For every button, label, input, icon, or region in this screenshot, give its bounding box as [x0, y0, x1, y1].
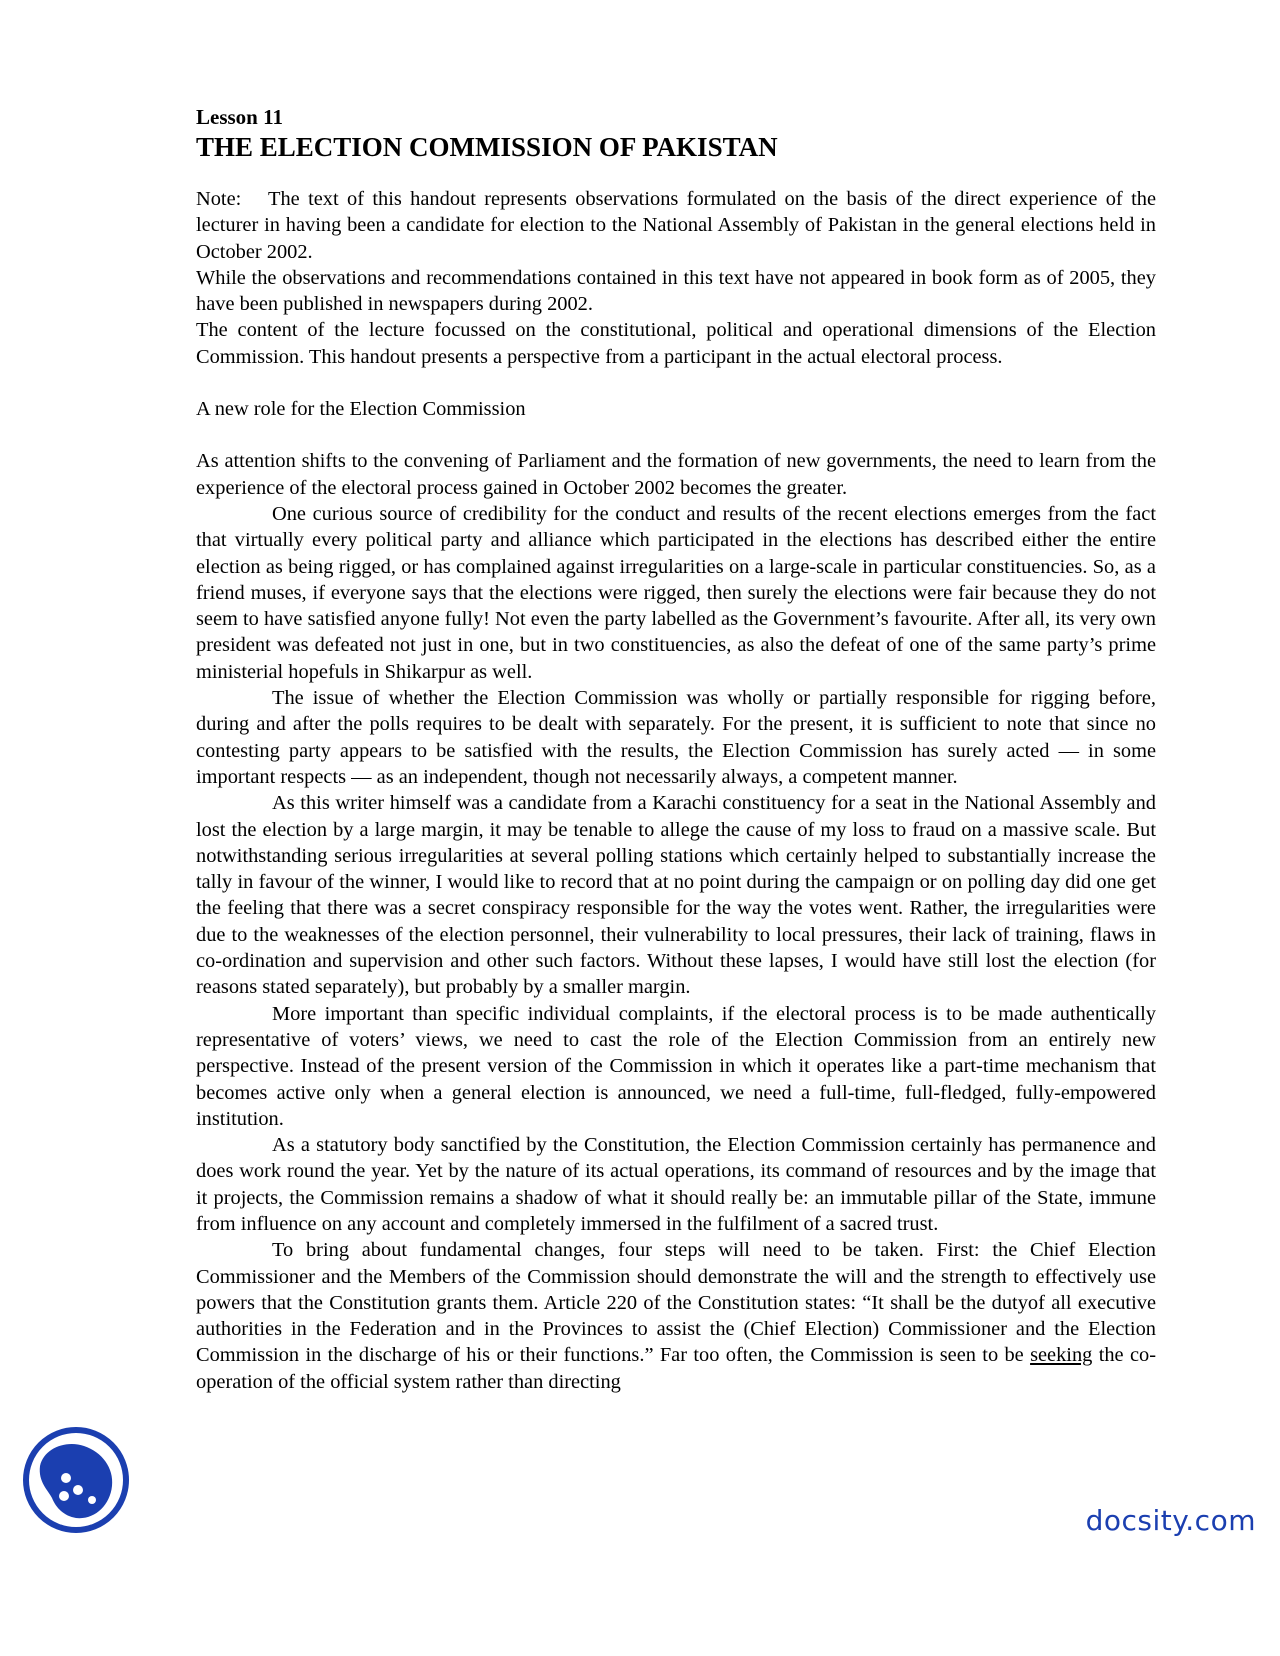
note-paragraph-2: While the observations and recommendations contained in this text have not appeared in book form as of 2005, they have been published in newspapers during 2002. [196, 266, 1156, 316]
body-paragraph-1: As attention shifts to the convening of Parliament and the formation of new governments, the need to learn from the experience of the electoral process gained in October 2002 becomes the greater. [196, 450, 1156, 499]
body-paragraph-4: As this writer himself was a candidate from a Karachi constituency for a seat in the National Assembly and lost the election by a large margin, it may be tenable to allege the cause of my loss to fraud on a massive scale. But notwithstanding serious irregularities at several polling stations which certainly helped to substantially increase the tally in favour of the winner, I would like to record that at no point during the campaign or on polling day did one get the feeling that there was a secret conspiracy responsible for the way the votes went. Rather, the irregularities were due to the weaknesses of the election personnel, their vulnerability to local pressures, their lack of training, flaws in co-ordination and supervision and other such factors. Without these lapses, I would have still lost the election (for reasons stated separately), but probably by a smaller margin. [196, 792, 1156, 999]
body-paragraph-7-start: To bring about fundamental changes, four steps will need to be taken. First: the Chief Election Commissioner and the Members of the Commission should demonstrate the will and the strength to effectively use powers that the Constitution grants them. Article 220 of the Constitution states: “It shall be the dutyof all executive authorities in the Federation and in the Provinces to assist the (Chief Election) Commissioner and the Election Commission in the discharge of his or their functions.” Far too often, the Commission is seen to be [196, 1239, 1156, 1367]
note-text-1: The text of this handout represents observations formulated on the basis of the direct experience of the lecturer in having been a candidate for election to the National Assembly of Pakistan in the general elections held in October 2002. [196, 188, 1156, 263]
note-label: Note: [196, 188, 242, 210]
body-paragraph-7 [196, 1237, 1156, 1395]
page-title: THE ELECTION COMMISSION OF PAKISTAN [196, 132, 778, 162]
body-paragraph-7-end: the co-operation of the official system rather than directing [196, 1344, 1156, 1393]
section-heading: A new role for the Election Commission [196, 398, 526, 421]
note-paragraph-1 [196, 186, 1156, 265]
body-paragraph-2: One curious source of credibility for the conduct and results of the recent elections emerges from the fact that virtually every political party and alliance which participated in the elections has described either the entire election as being rigged, or has complained against irregularities on a large-scale in particular constituencies. So, as a friend muses, if everyone says that the elections were rigged, then surely the elections were fair because they do not seem to have satisfied anyone fully! Not even the party labelled as the Government’s favourite. After all, its very own president was defeated not just in one, but in two constituencies, as also the defeat of one of the same party’s prime ministerial hopefuls in Shikarpur as well. [196, 502, 1156, 683]
underlined-word: seeking [1030, 1344, 1093, 1367]
note-paragraph-3: The content of the lecture focussed on the constitutional, political and operational dimensions of the Election Commission. This handout presents a perspective from a participant in the actual electoral process. [196, 319, 1156, 368]
docsity-logo-icon [22, 1426, 130, 1534]
docsity-watermark: docsity.com [1085, 1504, 1256, 1537]
body-paragraph-6: As a statutory body sanctified by the Constitution, the Election Commission certainly has permanence and does work round the year. Yet by the nature of its actual operations, its command of resources and by the image that it projects, the Commission remains a shadow of what it should really be: an immutable pillar of the State, immune from influence on any account and completely immersed in the fulfilment of a sacred trust. [196, 1134, 1156, 1235]
body-paragraph-3: The issue of whether the Election Commission was wholly or partially responsible for rigging before, during and after the polls requires to be dealt with separately. For the present, it is sufficient to note that since no contesting party appears to be satisfied with the results, the Election Commission has surely acted — in some important respects — as an independent, though not necessarily always, a competent manner. [196, 687, 1156, 788]
body-paragraph-5: More important than specific individual complaints, if the electoral process is to be made authentically representative of voters’ views, we need to cast the role of the Election Commission from an entirely new perspective. Instead of the present version of the Commission in which it operates like a part-time mechanism that becomes active only when a general election is announced, we need a full-time, full-fledged, fully-empowered institution. [196, 1002, 1156, 1130]
lesson-number: Lesson 11 [196, 105, 283, 129]
document-page [196, 104, 1156, 1395]
